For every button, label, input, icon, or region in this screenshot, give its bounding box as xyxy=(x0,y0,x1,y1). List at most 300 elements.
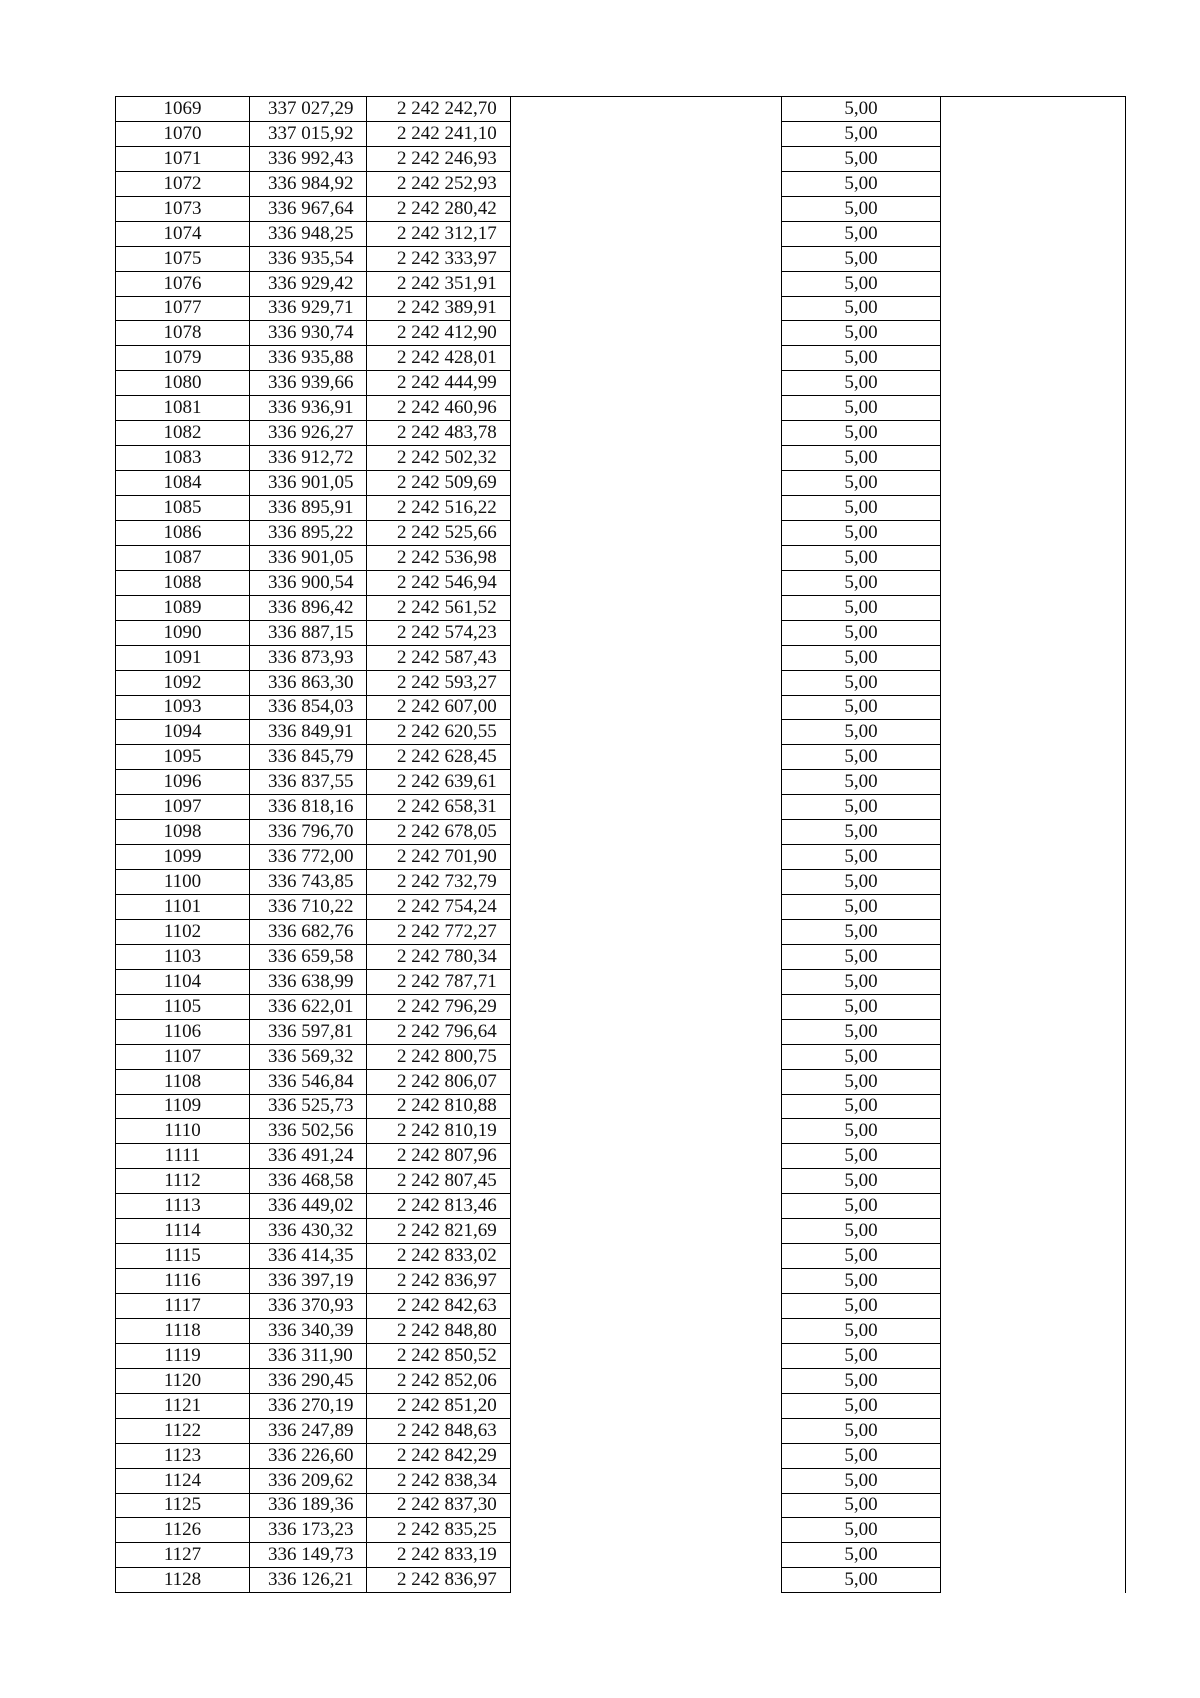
coordinate-x-cell: 2 242 561,52 xyxy=(367,595,511,620)
coordinate-x-cell: 2 242 821,69 xyxy=(367,1219,511,1244)
coordinate-y-cell: 336 939,66 xyxy=(250,371,367,396)
value-cell: 5,00 xyxy=(782,919,941,944)
value-cell: 5,00 xyxy=(782,1493,941,1518)
coordinate-y-cell: 336 149,73 xyxy=(250,1543,367,1568)
point-number-cell: 1097 xyxy=(116,795,250,820)
coordinate-y-cell: 336 430,32 xyxy=(250,1219,367,1244)
coordinates-table xyxy=(115,96,1126,1593)
coordinate-y-cell: 336 414,35 xyxy=(250,1244,367,1269)
coordinate-y-cell: 336 900,54 xyxy=(250,570,367,595)
table-row xyxy=(116,1543,1126,1568)
coordinate-x-cell: 2 242 835,25 xyxy=(367,1518,511,1543)
table-row xyxy=(116,371,1126,396)
coordinate-y-cell: 336 525,73 xyxy=(250,1094,367,1119)
point-number-cell: 1105 xyxy=(116,994,250,1019)
coordinate-y-cell: 337 027,29 xyxy=(250,97,367,122)
empty-cell xyxy=(511,1543,782,1568)
empty-cell xyxy=(511,870,782,895)
coordinate-y-cell: 336 984,92 xyxy=(250,171,367,196)
value-cell: 5,00 xyxy=(782,1094,941,1119)
coordinate-x-cell: 2 242 787,71 xyxy=(367,969,511,994)
table-row xyxy=(116,97,1126,122)
value-cell: 5,00 xyxy=(782,944,941,969)
empty-cell xyxy=(941,1044,1126,1069)
value-cell: 5,00 xyxy=(782,720,941,745)
coordinate-y-cell: 336 682,76 xyxy=(250,919,367,944)
empty-cell xyxy=(511,795,782,820)
value-cell: 5,00 xyxy=(782,895,941,920)
coordinate-y-cell: 336 126,21 xyxy=(250,1568,367,1593)
empty-cell xyxy=(941,1443,1126,1468)
table-row xyxy=(116,570,1126,595)
value-cell: 5,00 xyxy=(782,221,941,246)
coordinate-x-cell: 2 242 780,34 xyxy=(367,944,511,969)
value-cell: 5,00 xyxy=(782,321,941,346)
point-number-cell: 1071 xyxy=(116,146,250,171)
value-cell: 5,00 xyxy=(782,346,941,371)
coordinate-x-cell: 2 242 546,94 xyxy=(367,570,511,595)
coordinate-y-cell: 336 936,91 xyxy=(250,396,367,421)
empty-cell xyxy=(941,595,1126,620)
empty-cell xyxy=(511,1493,782,1518)
coordinate-y-cell: 336 895,22 xyxy=(250,520,367,545)
empty-cell xyxy=(511,1119,782,1144)
point-number-cell: 1118 xyxy=(116,1318,250,1343)
empty-cell xyxy=(511,1194,782,1219)
table-row xyxy=(116,994,1126,1019)
coordinate-x-cell: 2 242 796,29 xyxy=(367,994,511,1019)
empty-cell xyxy=(511,296,782,321)
empty-cell xyxy=(511,570,782,595)
table-row xyxy=(116,1019,1126,1044)
empty-cell xyxy=(941,346,1126,371)
table-row xyxy=(116,1368,1126,1393)
table-row xyxy=(116,545,1126,570)
empty-cell xyxy=(511,121,782,146)
empty-cell xyxy=(941,520,1126,545)
value-cell: 5,00 xyxy=(782,196,941,221)
point-number-cell: 1092 xyxy=(116,670,250,695)
table-row xyxy=(116,895,1126,920)
empty-cell xyxy=(511,246,782,271)
empty-cell xyxy=(511,520,782,545)
coordinate-y-cell: 336 468,58 xyxy=(250,1169,367,1194)
empty-cell xyxy=(511,1518,782,1543)
value-cell: 5,00 xyxy=(782,994,941,1019)
table-row xyxy=(116,845,1126,870)
table-row xyxy=(116,296,1126,321)
table-row xyxy=(116,321,1126,346)
empty-cell xyxy=(941,1368,1126,1393)
value-cell: 5,00 xyxy=(782,371,941,396)
empty-cell xyxy=(941,371,1126,396)
coordinate-x-cell: 2 242 607,00 xyxy=(367,695,511,720)
empty-cell xyxy=(511,1443,782,1468)
coordinate-x-cell: 2 242 525,66 xyxy=(367,520,511,545)
point-number-cell: 1080 xyxy=(116,371,250,396)
value-cell: 5,00 xyxy=(782,1543,941,1568)
coordinate-x-cell: 2 242 836,97 xyxy=(367,1568,511,1593)
table-row xyxy=(116,146,1126,171)
coordinate-y-cell: 336 311,90 xyxy=(250,1343,367,1368)
value-cell: 5,00 xyxy=(782,1443,941,1468)
empty-cell xyxy=(511,1418,782,1443)
coordinate-x-cell: 2 242 851,20 xyxy=(367,1393,511,1418)
table-row xyxy=(116,1169,1126,1194)
point-number-cell: 1103 xyxy=(116,944,250,969)
value-cell: 5,00 xyxy=(782,795,941,820)
empty-cell xyxy=(941,1418,1126,1443)
coordinate-x-cell: 2 242 701,90 xyxy=(367,845,511,870)
coordinate-x-cell: 2 242 502,32 xyxy=(367,446,511,471)
point-number-cell: 1069 xyxy=(116,97,250,122)
table-row xyxy=(116,1144,1126,1169)
value-cell: 5,00 xyxy=(782,1119,941,1144)
coordinate-y-cell: 336 854,03 xyxy=(250,695,367,720)
point-number-cell: 1106 xyxy=(116,1019,250,1044)
empty-cell xyxy=(941,296,1126,321)
table-row xyxy=(116,1219,1126,1244)
point-number-cell: 1102 xyxy=(116,919,250,944)
empty-cell xyxy=(941,670,1126,695)
coordinate-x-cell: 2 242 838,34 xyxy=(367,1468,511,1493)
empty-cell xyxy=(511,1169,782,1194)
value-cell: 5,00 xyxy=(782,1169,941,1194)
coordinate-x-cell: 2 242 241,10 xyxy=(367,121,511,146)
point-number-cell: 1127 xyxy=(116,1543,250,1568)
table-row xyxy=(116,1343,1126,1368)
table-row xyxy=(116,396,1126,421)
coordinate-x-cell: 2 242 810,88 xyxy=(367,1094,511,1119)
empty-cell xyxy=(941,545,1126,570)
empty-cell xyxy=(941,1294,1126,1319)
value-cell: 5,00 xyxy=(782,870,941,895)
empty-cell xyxy=(511,421,782,446)
coordinate-y-cell: 336 796,70 xyxy=(250,820,367,845)
empty-cell xyxy=(941,695,1126,720)
value-cell: 5,00 xyxy=(782,1468,941,1493)
empty-cell xyxy=(941,196,1126,221)
point-number-cell: 1115 xyxy=(116,1244,250,1269)
table-row xyxy=(116,1069,1126,1094)
coordinate-x-cell: 2 242 351,91 xyxy=(367,271,511,296)
point-number-cell: 1114 xyxy=(116,1219,250,1244)
empty-cell xyxy=(941,919,1126,944)
coordinate-x-cell: 2 242 428,01 xyxy=(367,346,511,371)
empty-cell xyxy=(941,620,1126,645)
empty-cell xyxy=(511,1019,782,1044)
point-number-cell: 1095 xyxy=(116,745,250,770)
coordinate-y-cell: 336 849,91 xyxy=(250,720,367,745)
empty-cell xyxy=(511,371,782,396)
coordinate-x-cell: 2 242 412,90 xyxy=(367,321,511,346)
point-number-cell: 1104 xyxy=(116,969,250,994)
point-number-cell: 1094 xyxy=(116,720,250,745)
coordinate-x-cell: 2 242 842,63 xyxy=(367,1294,511,1319)
empty-cell xyxy=(941,246,1126,271)
coordinate-y-cell: 336 930,74 xyxy=(250,321,367,346)
coordinate-y-cell: 336 845,79 xyxy=(250,745,367,770)
coordinate-y-cell: 336 992,43 xyxy=(250,146,367,171)
point-number-cell: 1073 xyxy=(116,196,250,221)
coordinate-y-cell: 336 935,88 xyxy=(250,346,367,371)
table-row xyxy=(116,919,1126,944)
coordinate-y-cell: 336 929,71 xyxy=(250,296,367,321)
empty-cell xyxy=(941,944,1126,969)
empty-cell xyxy=(941,421,1126,446)
coordinate-y-cell: 336 209,62 xyxy=(250,1468,367,1493)
coordinate-x-cell: 2 242 852,06 xyxy=(367,1368,511,1393)
point-number-cell: 1087 xyxy=(116,545,250,570)
empty-cell xyxy=(941,446,1126,471)
value-cell: 5,00 xyxy=(782,1393,941,1418)
empty-cell xyxy=(511,944,782,969)
point-number-cell: 1086 xyxy=(116,520,250,545)
table-row xyxy=(116,271,1126,296)
empty-cell xyxy=(511,1568,782,1593)
coordinate-y-cell: 336 926,27 xyxy=(250,421,367,446)
value-cell: 5,00 xyxy=(782,545,941,570)
coordinate-y-cell: 336 622,01 xyxy=(250,994,367,1019)
coordinate-x-cell: 2 242 280,42 xyxy=(367,196,511,221)
empty-cell xyxy=(941,1393,1126,1418)
empty-cell xyxy=(511,1244,782,1269)
table-row xyxy=(116,645,1126,670)
value-cell: 5,00 xyxy=(782,1044,941,1069)
table-row xyxy=(116,221,1126,246)
point-number-cell: 1083 xyxy=(116,446,250,471)
coordinate-x-cell: 2 242 732,79 xyxy=(367,870,511,895)
empty-cell xyxy=(941,645,1126,670)
empty-cell xyxy=(941,745,1126,770)
table-row xyxy=(116,595,1126,620)
coordinate-y-cell: 336 837,55 xyxy=(250,770,367,795)
coordinate-y-cell: 336 290,45 xyxy=(250,1368,367,1393)
coordinate-y-cell: 336 491,24 xyxy=(250,1144,367,1169)
coordinate-x-cell: 2 242 678,05 xyxy=(367,820,511,845)
point-number-cell: 1079 xyxy=(116,346,250,371)
value-cell: 5,00 xyxy=(782,471,941,496)
table-row xyxy=(116,969,1126,994)
coordinate-y-cell: 336 370,93 xyxy=(250,1294,367,1319)
coordinate-x-cell: 2 242 587,43 xyxy=(367,645,511,670)
empty-cell xyxy=(511,720,782,745)
coordinate-x-cell: 2 242 833,02 xyxy=(367,1244,511,1269)
empty-cell xyxy=(941,1568,1126,1593)
empty-cell xyxy=(941,770,1126,795)
value-cell: 5,00 xyxy=(782,745,941,770)
coordinate-y-cell: 336 270,19 xyxy=(250,1393,367,1418)
coordinate-y-cell: 336 502,56 xyxy=(250,1119,367,1144)
empty-cell xyxy=(941,1468,1126,1493)
empty-cell xyxy=(511,1318,782,1343)
value-cell: 5,00 xyxy=(782,620,941,645)
value-cell: 5,00 xyxy=(782,1144,941,1169)
value-cell: 5,00 xyxy=(782,121,941,146)
value-cell: 5,00 xyxy=(782,570,941,595)
coordinate-y-cell: 336 895,91 xyxy=(250,496,367,521)
value-cell: 5,00 xyxy=(782,496,941,521)
value-cell: 5,00 xyxy=(782,1069,941,1094)
coordinate-x-cell: 2 242 796,64 xyxy=(367,1019,511,1044)
table-row xyxy=(116,1568,1126,1593)
value-cell: 5,00 xyxy=(782,1219,941,1244)
value-cell: 5,00 xyxy=(782,421,941,446)
table-row xyxy=(116,471,1126,496)
table-row xyxy=(116,1493,1126,1518)
empty-cell xyxy=(511,1368,782,1393)
empty-cell xyxy=(511,1269,782,1294)
empty-cell xyxy=(511,895,782,920)
coordinate-y-cell: 336 659,58 xyxy=(250,944,367,969)
coordinate-y-cell: 336 638,99 xyxy=(250,969,367,994)
empty-cell xyxy=(511,670,782,695)
table-row xyxy=(116,1269,1126,1294)
empty-cell xyxy=(941,1318,1126,1343)
point-number-cell: 1108 xyxy=(116,1069,250,1094)
table-row xyxy=(116,620,1126,645)
table-row xyxy=(116,121,1126,146)
empty-cell xyxy=(941,271,1126,296)
coordinate-x-cell: 2 242 813,46 xyxy=(367,1194,511,1219)
coordinate-x-cell: 2 242 516,22 xyxy=(367,496,511,521)
empty-cell xyxy=(941,895,1126,920)
point-number-cell: 1101 xyxy=(116,895,250,920)
empty-cell xyxy=(941,1343,1126,1368)
empty-cell xyxy=(941,1144,1126,1169)
coordinate-y-cell: 336 569,32 xyxy=(250,1044,367,1069)
empty-cell xyxy=(941,1119,1126,1144)
coordinate-y-cell: 336 896,42 xyxy=(250,595,367,620)
empty-cell xyxy=(511,969,782,994)
point-number-cell: 1096 xyxy=(116,770,250,795)
table-row xyxy=(116,1044,1126,1069)
point-number-cell: 1099 xyxy=(116,845,250,870)
coordinate-x-cell: 2 242 806,07 xyxy=(367,1069,511,1094)
coordinate-y-cell: 336 929,42 xyxy=(250,271,367,296)
point-number-cell: 1082 xyxy=(116,421,250,446)
point-number-cell: 1128 xyxy=(116,1568,250,1593)
empty-cell xyxy=(511,321,782,346)
coordinate-y-cell: 336 863,30 xyxy=(250,670,367,695)
coordinate-x-cell: 2 242 836,97 xyxy=(367,1269,511,1294)
coordinate-x-cell: 2 242 842,29 xyxy=(367,1443,511,1468)
empty-cell xyxy=(511,820,782,845)
coordinate-y-cell: 336 901,05 xyxy=(250,545,367,570)
empty-cell xyxy=(941,969,1126,994)
value-cell: 5,00 xyxy=(782,670,941,695)
point-number-cell: 1123 xyxy=(116,1443,250,1468)
coordinate-x-cell: 2 242 772,27 xyxy=(367,919,511,944)
table-row xyxy=(116,795,1126,820)
coordinate-x-cell: 2 242 460,96 xyxy=(367,396,511,421)
value-cell: 5,00 xyxy=(782,520,941,545)
table-row xyxy=(116,1294,1126,1319)
empty-cell xyxy=(511,1144,782,1169)
point-number-cell: 1076 xyxy=(116,271,250,296)
point-number-cell: 1117 xyxy=(116,1294,250,1319)
coordinate-y-cell: 336 340,39 xyxy=(250,1318,367,1343)
empty-cell xyxy=(941,1094,1126,1119)
coordinate-y-cell: 336 743,85 xyxy=(250,870,367,895)
point-number-cell: 1113 xyxy=(116,1194,250,1219)
point-number-cell: 1089 xyxy=(116,595,250,620)
coordinate-y-cell: 336 397,19 xyxy=(250,1269,367,1294)
empty-cell xyxy=(511,396,782,421)
coordinate-x-cell: 2 242 509,69 xyxy=(367,471,511,496)
coordinate-x-cell: 2 242 848,80 xyxy=(367,1318,511,1343)
table-row xyxy=(116,870,1126,895)
value-cell: 5,00 xyxy=(782,97,941,122)
empty-cell xyxy=(941,1518,1126,1543)
point-number-cell: 1112 xyxy=(116,1169,250,1194)
value-cell: 5,00 xyxy=(782,1368,941,1393)
empty-cell xyxy=(941,1493,1126,1518)
table-row xyxy=(116,670,1126,695)
coordinate-x-cell: 2 242 807,45 xyxy=(367,1169,511,1194)
table-row xyxy=(116,1244,1126,1269)
table-row xyxy=(116,421,1126,446)
coordinate-x-cell: 2 242 574,23 xyxy=(367,620,511,645)
empty-cell xyxy=(941,795,1126,820)
point-number-cell: 1110 xyxy=(116,1119,250,1144)
empty-cell xyxy=(941,221,1126,246)
empty-cell xyxy=(511,620,782,645)
coordinate-x-cell: 2 242 833,19 xyxy=(367,1543,511,1568)
empty-cell xyxy=(941,396,1126,421)
coordinate-x-cell: 2 242 620,55 xyxy=(367,720,511,745)
coordinate-y-cell: 336 226,60 xyxy=(250,1443,367,1468)
point-number-cell: 1098 xyxy=(116,820,250,845)
coordinate-y-cell: 336 901,05 xyxy=(250,471,367,496)
point-number-cell: 1072 xyxy=(116,171,250,196)
point-number-cell: 1091 xyxy=(116,645,250,670)
empty-cell xyxy=(941,1269,1126,1294)
coordinate-x-cell: 2 242 837,30 xyxy=(367,1493,511,1518)
point-number-cell: 1084 xyxy=(116,471,250,496)
coordinate-y-cell: 336 189,36 xyxy=(250,1493,367,1518)
empty-cell xyxy=(511,196,782,221)
empty-cell xyxy=(511,645,782,670)
value-cell: 5,00 xyxy=(782,1294,941,1319)
point-number-cell: 1109 xyxy=(116,1094,250,1119)
coordinate-y-cell: 336 710,22 xyxy=(250,895,367,920)
table-row xyxy=(116,720,1126,745)
coordinate-x-cell: 2 242 333,97 xyxy=(367,246,511,271)
table-row xyxy=(116,520,1126,545)
empty-cell xyxy=(511,1069,782,1094)
empty-cell xyxy=(511,346,782,371)
coordinate-x-cell: 2 242 807,96 xyxy=(367,1144,511,1169)
point-number-cell: 1124 xyxy=(116,1468,250,1493)
table-row xyxy=(116,171,1126,196)
empty-cell xyxy=(511,97,782,122)
coordinate-y-cell: 336 887,15 xyxy=(250,620,367,645)
coordinate-x-cell: 2 242 312,17 xyxy=(367,221,511,246)
coordinate-x-cell: 2 242 628,45 xyxy=(367,745,511,770)
value-cell: 5,00 xyxy=(782,246,941,271)
coordinate-x-cell: 2 242 536,98 xyxy=(367,545,511,570)
coordinate-x-cell: 2 242 848,63 xyxy=(367,1418,511,1443)
empty-cell xyxy=(511,695,782,720)
empty-cell xyxy=(511,1044,782,1069)
point-number-cell: 1085 xyxy=(116,496,250,521)
value-cell: 5,00 xyxy=(782,1244,941,1269)
coordinate-x-cell: 2 242 658,31 xyxy=(367,795,511,820)
point-number-cell: 1107 xyxy=(116,1044,250,1069)
coordinate-x-cell: 2 242 593,27 xyxy=(367,670,511,695)
point-number-cell: 1121 xyxy=(116,1393,250,1418)
